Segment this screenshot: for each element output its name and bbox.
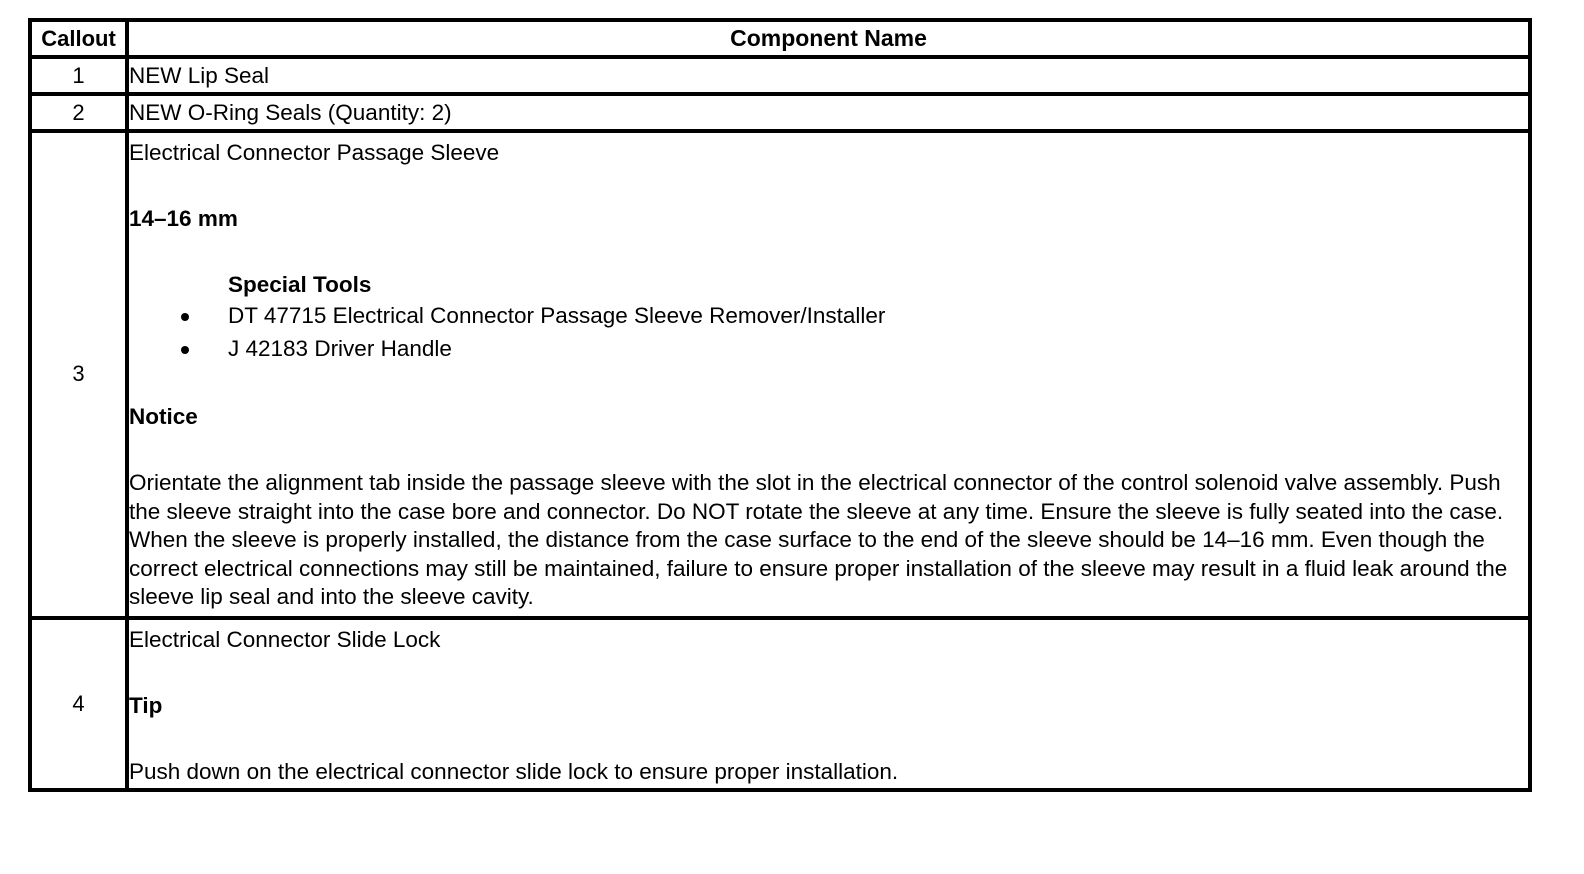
notice-heading: Notice (129, 404, 198, 429)
tip-heading: Tip (129, 692, 163, 718)
tool-label: DT 47715 Electrical Connector Passage Sleeve Remover/Installer (228, 303, 886, 328)
callout-number: 3 (30, 131, 127, 618)
component-name: NEW O-Ring Seals (Quantity: 2) (127, 94, 1530, 131)
callout-number: 2 (30, 94, 127, 131)
component-name: NEW Lip Seal (127, 57, 1530, 94)
component-details (127, 131, 1530, 618)
table-row-3 (30, 131, 1530, 618)
notice-text: Orientate the alignment tab inside the passage sleeve with the slot in the electrical connector of the control solenoid valve assembly. Push the sleeve straight into the case bore and connector. Do NOT rotate the sleeve at any time. Ensure the sleeve is fully seated into the case. When the sleeve is properly installed, the distance from the case surface to the end of the sleeve should be 14–16 mm. Even though the correct electrical connections may still be maintained, failure to ensure proper installation of the sleeve may result in a fluid leak around the sleeve lip seal and into the sleeve cavity. (129, 470, 1508, 609)
callout-number: 1 (30, 57, 127, 94)
tip-text: Push down on the electrical connector slide lock to ensure proper installation. (129, 758, 899, 784)
callout-number: 4 (30, 618, 127, 790)
table-row-1 (30, 57, 1530, 94)
list-item (129, 299, 1528, 332)
component-name: Electrical Connector Slide Lock (129, 626, 441, 652)
tool-label: J 42183 Driver Handle (228, 336, 452, 361)
component-details (127, 618, 1530, 790)
table-row-4 (30, 618, 1530, 790)
special-tools-heading: Special Tools (228, 272, 372, 297)
list-item (129, 332, 1528, 365)
table-row-2 (30, 94, 1530, 131)
special-tools-list (129, 299, 1528, 365)
component-name: Electrical Connector Passage Sleeve (129, 140, 500, 165)
component-name-column-header: Component Name (127, 20, 1530, 57)
header-row (30, 20, 1530, 57)
measurement-spec: 14–16 mm (129, 206, 238, 231)
bullet-icon (181, 313, 189, 321)
callout-table (28, 18, 1532, 792)
bullet-icon (181, 346, 189, 354)
callout-column-header: Callout (30, 20, 127, 57)
